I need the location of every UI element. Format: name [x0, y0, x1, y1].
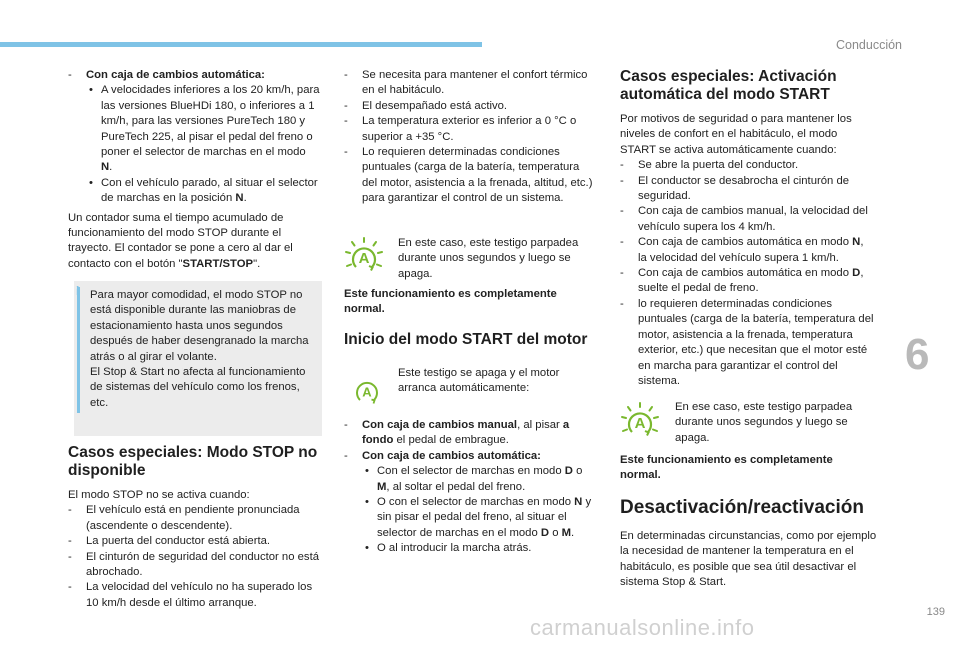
list-item: - El conductor se desabrocha el cinturón de seguridad. [620, 174, 875, 205]
bold-text: D [852, 267, 861, 280]
list-item: - Se necesita para mantener el confort térmico en el habitáculo. [344, 68, 596, 99]
note-accent-bar [77, 287, 80, 413]
text: Con el selector de marchas en modo [377, 465, 565, 478]
list-item [344, 495, 596, 541]
bold-text: D [540, 526, 550, 539]
header-accent-bar [0, 42, 482, 47]
svg-text:A: A [358, 250, 370, 267]
list-item [68, 176, 320, 207]
text: Con caja de cambios automática en modo [638, 236, 853, 249]
start-heading-block [344, 331, 604, 349]
text: , suelte el pedal de freno. [638, 267, 864, 295]
bold-text: a fondo [362, 419, 570, 447]
text: . [571, 526, 575, 539]
text: Con caja de cambios automática en modo [638, 267, 853, 280]
list-item: - El vehículo está en pendiente pronunciada (ascendente o descendente). [68, 503, 320, 534]
bold-text: Este funcionamiento es completamente normal. [620, 454, 833, 482]
warning-flash-text [398, 236, 588, 282]
bold-text: START/STOP [182, 257, 254, 270]
list-item: • O al introducir la marcha atrás. [344, 541, 596, 556]
text: A velocidades inferiores a los 20 km/h, para las versiones BlueHDi 180, o inferiores a 1 km/h, para las versiones PureTech 180 y PureTech 225, al pisar el pedal del freno o poner el selector de marchas en el modo [101, 84, 320, 159]
list-item [68, 83, 320, 175]
text: y sin pisar el pedal del freno, al situar el selector de marchas en el modo [377, 496, 592, 539]
text: En este caso, este testigo parpadea durante unos segundos y luego se apaga. [398, 237, 579, 280]
section-heading: Casos especiales: Modo STOP no disponible [68, 444, 318, 479]
start-text [398, 366, 588, 397]
stop-start-light-icon [352, 376, 382, 406]
auto-gearbox-label: Con caja de cambios automática: [86, 69, 265, 81]
text: O con el selector de marchas en modo [377, 496, 575, 509]
list-item [68, 68, 320, 83]
svg-text:A: A [362, 384, 372, 400]
bold-text: M [561, 526, 572, 539]
note-text: Para mayor comodidad, el modo STOP no está disponible durante las maniobras de estacionamiento hasta unos segundos después de haber desengranado la marcha atrás o al girar el volante. [90, 289, 309, 363]
text: . [243, 192, 247, 205]
start-conditions [344, 418, 596, 557]
bold-text: N [101, 161, 110, 174]
bold-text: N [235, 192, 244, 205]
list-item: - La puerta del conductor está abierta. [68, 534, 320, 549]
section-heading: Casos especiales: Activación automática del modo START [620, 68, 837, 103]
text: Un contador suma el tiempo acumulado de funcionamiento del modo STOP durante el trayecto. El contador se pone a cero al dar el contacto con el botón " [68, 211, 293, 270]
text: o [549, 526, 562, 539]
intro-text: El modo STOP no se activa cuando: [68, 489, 250, 501]
section-title: Conducción [835, 38, 902, 52]
column-1 [68, 68, 320, 272]
column-1-lower [68, 444, 320, 611]
text: , al soltar el pedal del freno. [386, 480, 526, 493]
text: , al pisar [517, 419, 563, 431]
list-item: - La velocidad del vehículo no ha superado los 10 km/h desde el último arranque. [68, 580, 320, 611]
list-item [620, 266, 875, 297]
deactivation-block [620, 497, 880, 591]
text: En ese caso, este testigo parpadea durante unos segundos y luego se apaga. [675, 401, 853, 444]
list-item [620, 235, 875, 266]
text: Este testigo se apaga y el motor arranca automáticamente: [398, 367, 560, 395]
list-item: - lo requieren determinadas condiciones puntuales (carga de la batería, temperatura del motor, asistencia a la frenada, temperatura exterior, etc.) que necesitan que el motor esté en marcha para garantizar el control del sistema. [620, 297, 875, 389]
text: o [572, 465, 583, 478]
conditions-list [68, 503, 320, 611]
list-item: - La temperatura exterior es inferior a 0 °C o superior a +35 °C. [344, 114, 596, 145]
bold-text: Con caja de cambios manual [362, 419, 518, 431]
note-content [90, 288, 318, 411]
stop-start-warning-light-icon [344, 236, 384, 276]
list-item [344, 418, 596, 449]
svg-text:A: A [634, 415, 646, 432]
warning-flash-text [675, 400, 870, 446]
section-heading: Inicio del modo START del motor [344, 331, 588, 348]
text: el pedal de embrague. [393, 434, 509, 447]
bold-text: N [852, 236, 861, 249]
text: , la velocidad del vehículo supera 1 km/h. [638, 236, 864, 264]
conclusion [620, 453, 875, 484]
text: ". [253, 257, 261, 270]
bold-text: Este funcionamiento es completamente normal. [344, 288, 557, 316]
list-item [344, 464, 596, 495]
text: . [109, 161, 113, 174]
page-number: 139 [926, 606, 945, 618]
counter-paragraph [68, 211, 320, 273]
note-text: El Stop & Start no afecta al funcionamiento de sistemas del vehículo como los frenos, etc. [90, 366, 306, 409]
bold-text: N [574, 496, 583, 509]
column-2 [344, 68, 596, 207]
stop-start-warning-light-icon [620, 401, 660, 441]
info-icon: i [76, 284, 80, 298]
intro-text: Por motivos de seguridad o para mantener los niveles de confort en el habitáculo, el modo START se activa automáticamente cuando: [620, 113, 852, 156]
column-3 [620, 68, 875, 389]
section-heading: Desactivación/reactivación [620, 497, 864, 518]
watermark: carmanualsonline.info [530, 615, 755, 640]
list-item: - Se abre la puerta del conductor. [620, 158, 875, 173]
list-item: - Lo requieren determinadas condiciones puntuales (carga de la batería, temperatura del motor, asistencia a la frenada, altitud, etc.) para garantizar el control de un sistema. [344, 145, 596, 207]
bold-text: Con caja de cambios automática: [362, 449, 541, 462]
text: Con el vehículo parado, al situar el selector de marchas en la posición [101, 176, 318, 205]
bold-text: D [564, 465, 573, 478]
list-item: - El desempañado está activo. [344, 99, 596, 114]
body-text: En determinadas circunstancias, como por ejemplo la necesidad de mantener la temperatura en el habitáculo, es posible que sea útil desactivar el sistema Stop & Start. [620, 530, 877, 589]
conclusion [344, 287, 596, 318]
chapter-number: 6 [905, 330, 930, 379]
list-item: - El cinturón de seguridad del conductor no está abrochado. [68, 550, 320, 581]
list-item: - Con caja de cambios manual, la velocidad del vehículo supera los 4 km/h. [620, 204, 875, 235]
bold-text: M [377, 480, 387, 493]
list-item [344, 449, 596, 464]
